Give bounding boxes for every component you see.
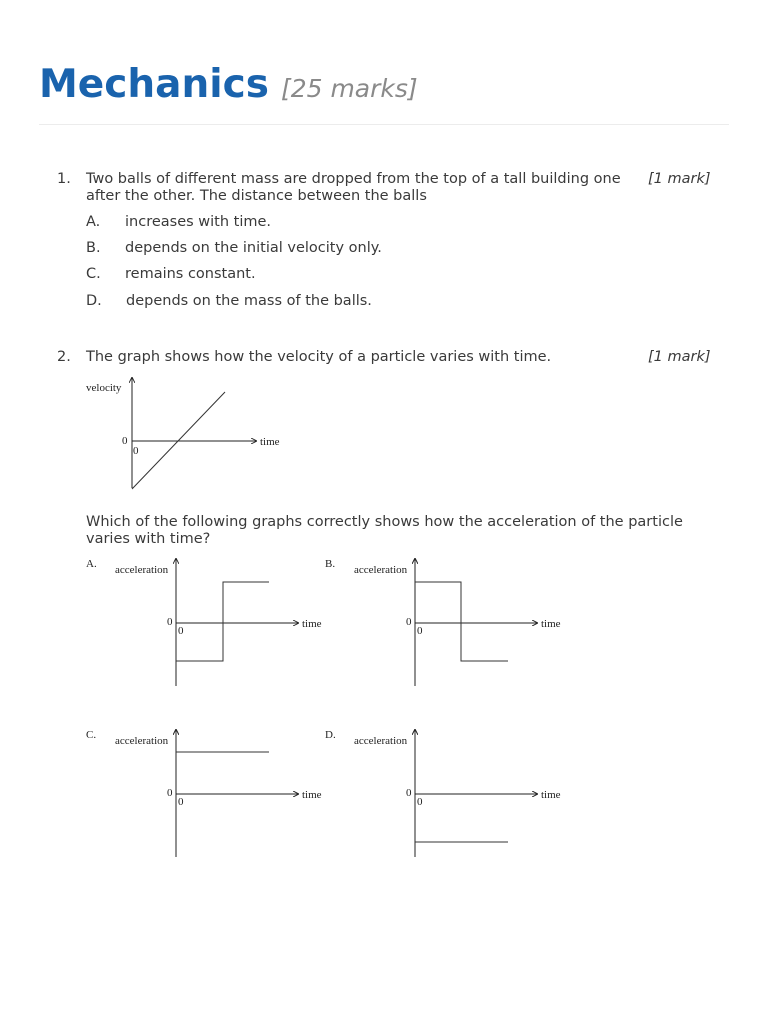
question-1-option-c-letter: C. xyxy=(86,266,101,282)
origin-label-x: 0 xyxy=(178,796,184,808)
question-1-option-d-letter: D. xyxy=(86,293,102,309)
header-divider xyxy=(39,124,729,125)
question-1-option-c-text: remains constant. xyxy=(125,266,256,282)
origin-label-y: 0 xyxy=(406,787,412,799)
velocity-time-graph xyxy=(80,372,300,497)
question-1-text: Two balls of different mass are dropped from the top of a tall building one after the other. The distance between the balls xyxy=(86,171,621,204)
acceleration-step-line xyxy=(415,582,508,661)
question-2-marks: [1 mark] xyxy=(648,349,711,365)
acceleration-axis-label: acceleration xyxy=(354,564,408,576)
question-1-option-d-text: depends on the mass of the balls. xyxy=(126,293,372,309)
origin-label-y: 0 xyxy=(122,435,128,447)
time-axis-label: time xyxy=(260,436,280,448)
acceleration-step-line xyxy=(176,582,269,661)
option-a-letter: A. xyxy=(86,558,97,570)
answer-graph-c xyxy=(80,725,340,865)
time-axis-label: time xyxy=(302,789,322,801)
origin-label-y: 0 xyxy=(167,616,173,628)
question-1-marks: [1 mark] xyxy=(648,171,711,187)
page-title: Mechanics xyxy=(39,62,269,107)
answer-graph-d xyxy=(319,725,579,865)
option-b-letter: B. xyxy=(325,558,336,570)
origin-label-x: 0 xyxy=(417,796,423,808)
origin-label-x: 0 xyxy=(178,625,184,637)
time-axis-label: time xyxy=(302,618,322,630)
option-d-letter: D. xyxy=(325,729,336,741)
total-marks: [25 marks] xyxy=(280,74,418,103)
origin-label-y: 0 xyxy=(406,616,412,628)
question-2-prompt: Which of the following graphs correctly shows how the acceleration of the particle varies with time? xyxy=(86,514,683,547)
origin-label-x: 0 xyxy=(133,445,139,457)
acceleration-axis-label: acceleration xyxy=(354,735,408,747)
time-axis-label: time xyxy=(541,618,561,630)
question-1-option-a-letter: A. xyxy=(86,214,101,230)
question-1-option-b-text: depends on the initial velocity only. xyxy=(125,240,382,256)
answer-graph-b xyxy=(319,554,579,694)
origin-label-y: 0 xyxy=(167,787,173,799)
question-1-option-b-letter: B. xyxy=(86,240,101,256)
time-axis-label: time xyxy=(541,789,561,801)
question-2-number: 2. xyxy=(57,349,71,365)
velocity-axis-label: velocity xyxy=(86,382,122,394)
page-header xyxy=(39,62,418,107)
question-2-text: The graph shows how the velocity of a particle varies with time. xyxy=(86,349,552,365)
acceleration-axis-label: acceleration xyxy=(115,735,169,747)
question-1-number: 1. xyxy=(57,171,71,187)
question-1-option-a-text: increases with time. xyxy=(125,214,272,230)
answer-graph-a xyxy=(80,554,340,694)
origin-label-x: 0 xyxy=(417,625,423,637)
acceleration-axis-label: acceleration xyxy=(115,564,169,576)
option-c-letter: C. xyxy=(86,729,97,741)
